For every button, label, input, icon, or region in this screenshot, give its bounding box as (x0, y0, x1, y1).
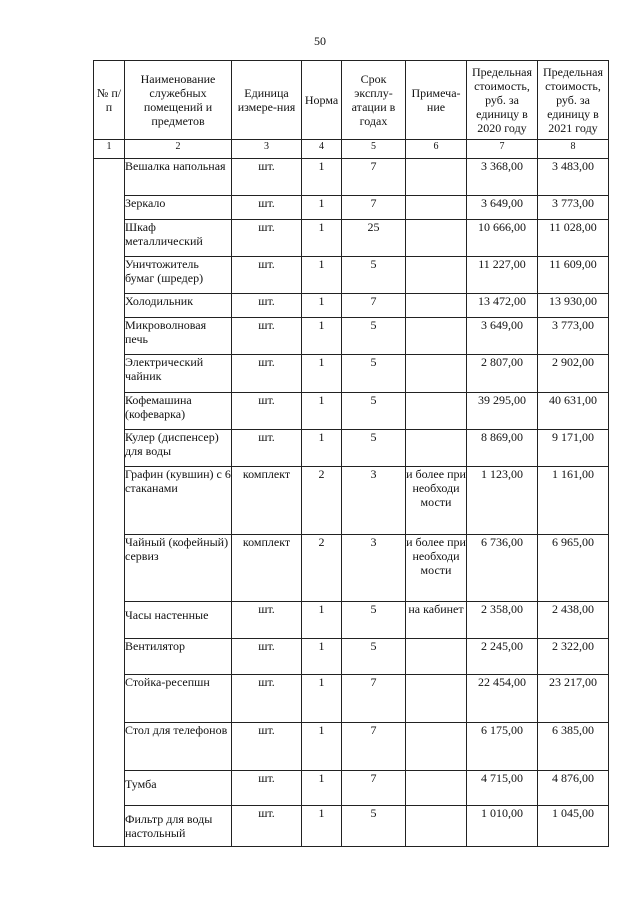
item-price-2020: 2 358,00 (467, 602, 538, 639)
item-price-2020: 13 472,00 (467, 294, 538, 318)
item-note: и более при необходи мости (406, 467, 467, 535)
column-number: 6 (406, 140, 467, 159)
item-note (406, 220, 467, 257)
table-row (94, 294, 609, 318)
item-price-2021: 6 965,00 (538, 535, 609, 602)
item-unit: шт. (232, 257, 302, 294)
item-norm: 1 (302, 257, 342, 294)
column-header: Примеча-ние (406, 61, 467, 140)
item-term: 5 (342, 806, 406, 847)
item-norm: 1 (302, 196, 342, 220)
item-term: 25 (342, 220, 406, 257)
table-row (94, 318, 609, 355)
item-price-2020: 3 649,00 (467, 196, 538, 220)
item-term: 7 (342, 196, 406, 220)
table-row (94, 602, 609, 639)
item-price-2020: 6 175,00 (467, 723, 538, 771)
item-note (406, 430, 467, 467)
item-term: 5 (342, 393, 406, 430)
column-number: 7 (467, 140, 538, 159)
item-name: Зеркало (125, 196, 232, 220)
item-norm: 1 (302, 639, 342, 675)
item-unit: шт. (232, 294, 302, 318)
item-norm: 1 (302, 675, 342, 723)
item-price-2020: 8 869,00 (467, 430, 538, 467)
item-norm: 1 (302, 294, 342, 318)
item-unit: шт. (232, 159, 302, 196)
item-price-2020: 2 807,00 (467, 355, 538, 393)
item-term: 7 (342, 159, 406, 196)
item-norm: 1 (302, 723, 342, 771)
table-row (94, 639, 609, 675)
item-term: 5 (342, 257, 406, 294)
item-note: на кабинет (406, 602, 467, 639)
item-price-2021: 11 028,00 (538, 220, 609, 257)
item-unit: шт. (232, 771, 302, 806)
item-name: Вентилятор (125, 639, 232, 675)
item-unit: шт. (232, 393, 302, 430)
item-term: 3 (342, 467, 406, 535)
table-row (94, 220, 609, 257)
item-price-2020: 39 295,00 (467, 393, 538, 430)
item-name: Микроволновая печь (125, 318, 232, 355)
table-row (94, 393, 609, 430)
item-term: 7 (342, 723, 406, 771)
item-name: Электрический чайник (125, 355, 232, 393)
row-number-cell (94, 159, 125, 847)
item-norm: 1 (302, 220, 342, 257)
item-name: Кофемашина (кофеварка) (125, 393, 232, 430)
item-note (406, 196, 467, 220)
item-unit: шт. (232, 675, 302, 723)
item-name: Чайный (кофейный) сервиз (125, 535, 232, 602)
item-term: 5 (342, 602, 406, 639)
item-norm: 2 (302, 535, 342, 602)
item-norm: 1 (302, 806, 342, 847)
item-name: Часы настенные (125, 602, 232, 639)
item-price-2020: 4 715,00 (467, 771, 538, 806)
item-norm: 1 (302, 318, 342, 355)
item-name: Тумба (125, 771, 232, 806)
table-row (94, 675, 609, 723)
column-number: 2 (125, 140, 232, 159)
table-row (94, 467, 609, 535)
table-row (94, 196, 609, 220)
table-row (94, 430, 609, 467)
item-note (406, 318, 467, 355)
item-note: и более при необходи мости (406, 535, 467, 602)
table-row (94, 257, 609, 294)
item-price-2020: 2 245,00 (467, 639, 538, 675)
item-name: Шкаф металлический (125, 220, 232, 257)
table-row (94, 771, 609, 806)
item-name: Вешалка напольная (125, 159, 232, 196)
item-note (406, 639, 467, 675)
item-norm: 2 (302, 467, 342, 535)
table-row (94, 355, 609, 393)
item-note (406, 257, 467, 294)
item-unit: шт. (232, 723, 302, 771)
item-unit: шт. (232, 318, 302, 355)
item-unit: шт. (232, 806, 302, 847)
item-price-2021: 23 217,00 (538, 675, 609, 723)
item-price-2021: 9 171,00 (538, 430, 609, 467)
item-price-2021: 3 483,00 (538, 159, 609, 196)
item-price-2020: 22 454,00 (467, 675, 538, 723)
item-unit: шт. (232, 355, 302, 393)
item-note (406, 159, 467, 196)
item-name: Стойка-ресепшн (125, 675, 232, 723)
item-price-2021: 1 045,00 (538, 806, 609, 847)
item-price-2020: 10 666,00 (467, 220, 538, 257)
item-note (406, 771, 467, 806)
item-name: Графин (кувшин) с 6 стаканами (125, 467, 232, 535)
column-header: № п/п (94, 61, 125, 140)
item-unit: комплект (232, 535, 302, 602)
column-header: Наименование служебных помещений и предметов (125, 61, 232, 140)
item-price-2021: 11 609,00 (538, 257, 609, 294)
column-number: 5 (342, 140, 406, 159)
item-price-2021: 40 631,00 (538, 393, 609, 430)
item-note (406, 355, 467, 393)
table-row (94, 159, 609, 196)
column-number: 1 (94, 140, 125, 159)
item-unit: шт. (232, 196, 302, 220)
table-row (94, 806, 609, 847)
page-number: 50 (314, 34, 326, 48)
item-term: 3 (342, 535, 406, 602)
item-term: 5 (342, 355, 406, 393)
item-term: 7 (342, 771, 406, 806)
item-note (406, 806, 467, 847)
column-header: Единица измере-ния (232, 61, 302, 140)
item-unit: шт. (232, 430, 302, 467)
item-norm: 1 (302, 159, 342, 196)
item-price-2021: 6 385,00 (538, 723, 609, 771)
table-row (94, 723, 609, 771)
item-price-2021: 2 322,00 (538, 639, 609, 675)
item-note (406, 294, 467, 318)
item-price-2020: 3 368,00 (467, 159, 538, 196)
item-price-2021: 13 930,00 (538, 294, 609, 318)
item-norm: 1 (302, 393, 342, 430)
item-norm: 1 (302, 771, 342, 806)
item-norm: 1 (302, 430, 342, 467)
item-term: 5 (342, 318, 406, 355)
item-unit: шт. (232, 602, 302, 639)
items-table (93, 60, 609, 847)
item-price-2020: 3 649,00 (467, 318, 538, 355)
item-norm: 1 (302, 355, 342, 393)
item-unit: шт. (232, 639, 302, 675)
item-term: 7 (342, 294, 406, 318)
column-header: Предельная стоимость, руб. за единицу в 2020 году (467, 61, 538, 140)
item-name: Уничтожитель бумаг (шредер) (125, 257, 232, 294)
item-name: Стол для телефонов (125, 723, 232, 771)
column-header: Предельная стоимость, руб. за единицу в 2021 году (538, 61, 609, 140)
item-price-2021: 1 161,00 (538, 467, 609, 535)
header-row (94, 61, 609, 140)
item-price-2021: 2 438,00 (538, 602, 609, 639)
item-price-2021: 2 902,00 (538, 355, 609, 393)
item-price-2020: 6 736,00 (467, 535, 538, 602)
item-price-2021: 4 876,00 (538, 771, 609, 806)
column-header: Норма (302, 61, 342, 140)
item-price-2021: 3 773,00 (538, 196, 609, 220)
item-price-2020: 11 227,00 (467, 257, 538, 294)
item-term: 7 (342, 675, 406, 723)
column-header: Срок эксплу-атации в годах (342, 61, 406, 140)
item-unit: шт. (232, 220, 302, 257)
table-row (94, 535, 609, 602)
item-price-2020: 1 123,00 (467, 467, 538, 535)
column-number: 4 (302, 140, 342, 159)
column-number-row (94, 140, 609, 159)
item-term: 5 (342, 639, 406, 675)
item-name: Холодильник (125, 294, 232, 318)
item-note (406, 723, 467, 771)
item-norm: 1 (302, 602, 342, 639)
item-price-2021: 3 773,00 (538, 318, 609, 355)
item-name: Фильтр для воды настольный (125, 806, 232, 847)
column-number: 8 (538, 140, 609, 159)
column-number: 3 (232, 140, 302, 159)
item-note (406, 675, 467, 723)
item-note (406, 393, 467, 430)
item-price-2020: 1 010,00 (467, 806, 538, 847)
item-term: 5 (342, 430, 406, 467)
item-unit: комплект (232, 467, 302, 535)
item-name: Кулер (диспенсер) для воды (125, 430, 232, 467)
